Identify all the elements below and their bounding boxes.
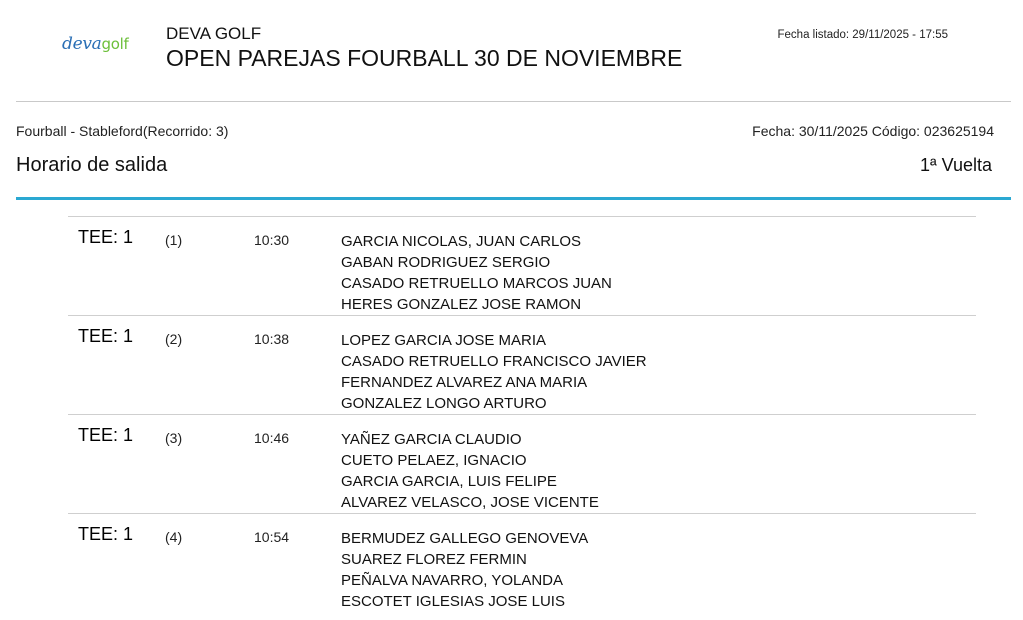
player-list: [341, 528, 588, 612]
player-name: CASADO RETRUELLO FRANCISCO JAVIER: [341, 353, 647, 370]
player-name: CUETO PELAEZ, IGNACIO: [341, 452, 527, 469]
player-name: FERNANDEZ ALVAREZ ANA MARIA: [341, 374, 588, 391]
player-name: BERMUDEZ GALLEGO GENOVEVA: [341, 530, 589, 547]
logo-text-deva: deva: [62, 34, 102, 54]
player-name: ESCOTET IGLESIAS JOSE LUIS: [341, 593, 565, 610]
document-header: [0, 0, 1023, 102]
tee-group: [68, 414, 976, 513]
player-name: PEÑALVA NAVARRO, YOLANDA: [341, 572, 564, 589]
group-number: (2): [165, 331, 183, 347]
group-number: (1): [165, 232, 183, 248]
competition-format: Fourball - Stableford(Recorrido: 3): [16, 123, 229, 139]
tee-times-list: [68, 216, 976, 612]
player-list: [341, 231, 612, 315]
group-number: (3): [165, 430, 183, 446]
tee-label: TEE: 1: [78, 326, 134, 346]
tee-label: TEE: 1: [78, 227, 134, 247]
tee-time: 10:30: [254, 232, 290, 248]
accent-divider: [16, 197, 1011, 200]
event-title: OPEN PAREJAS FOURBALL 30 DE NOVIEMBRE: [166, 45, 683, 71]
tee-group: [68, 216, 976, 315]
tee-time: 10:46: [254, 430, 290, 446]
tee-time: 10:38: [254, 331, 290, 347]
tee-label: TEE: 1: [78, 524, 134, 544]
player-name: GONZALEZ LONGO ARTURO: [341, 395, 547, 412]
deva-golf-logo: [62, 34, 128, 54]
player-name: GABAN RODRIGUEZ SERGIO: [341, 254, 551, 271]
listing-date: Fecha listado: 29/11/2025 - 17:55: [777, 29, 948, 41]
player-list: [341, 330, 647, 414]
tee-time: 10:54: [254, 529, 290, 545]
club-name: DEVA GOLF: [166, 24, 262, 43]
tee-group: [68, 315, 976, 414]
logo-text-golf: golf: [101, 35, 129, 53]
player-list: [341, 429, 599, 513]
player-name: SUAREZ FLOREZ FERMIN: [341, 551, 527, 568]
section-title: Horario de salida: [16, 154, 168, 176]
player-name: LOPEZ GARCIA JOSE MARIA: [341, 332, 547, 349]
player-name: HERES GONZALEZ JOSE RAMON: [341, 296, 582, 313]
player-name: YAÑEZ GARCIA CLAUDIO: [341, 431, 522, 448]
tee-group: [68, 513, 976, 612]
round-label: 1ª Vuelta: [919, 155, 992, 175]
tee-label: TEE: 1: [78, 425, 134, 445]
date-and-code: Fecha: 30/11/2025 Código: 023625194: [752, 123, 994, 139]
header-divider: [16, 101, 1011, 102]
player-name: GARCIA NICOLAS, JUAN CARLOS: [341, 233, 582, 250]
player-name: CASADO RETRUELLO MARCOS JUAN: [341, 275, 612, 292]
player-name: GARCIA GARCIA, LUIS FELIPE: [341, 473, 557, 490]
player-name: ALVAREZ VELASCO, JOSE VICENTE: [341, 494, 599, 511]
group-number: (4): [165, 529, 183, 545]
